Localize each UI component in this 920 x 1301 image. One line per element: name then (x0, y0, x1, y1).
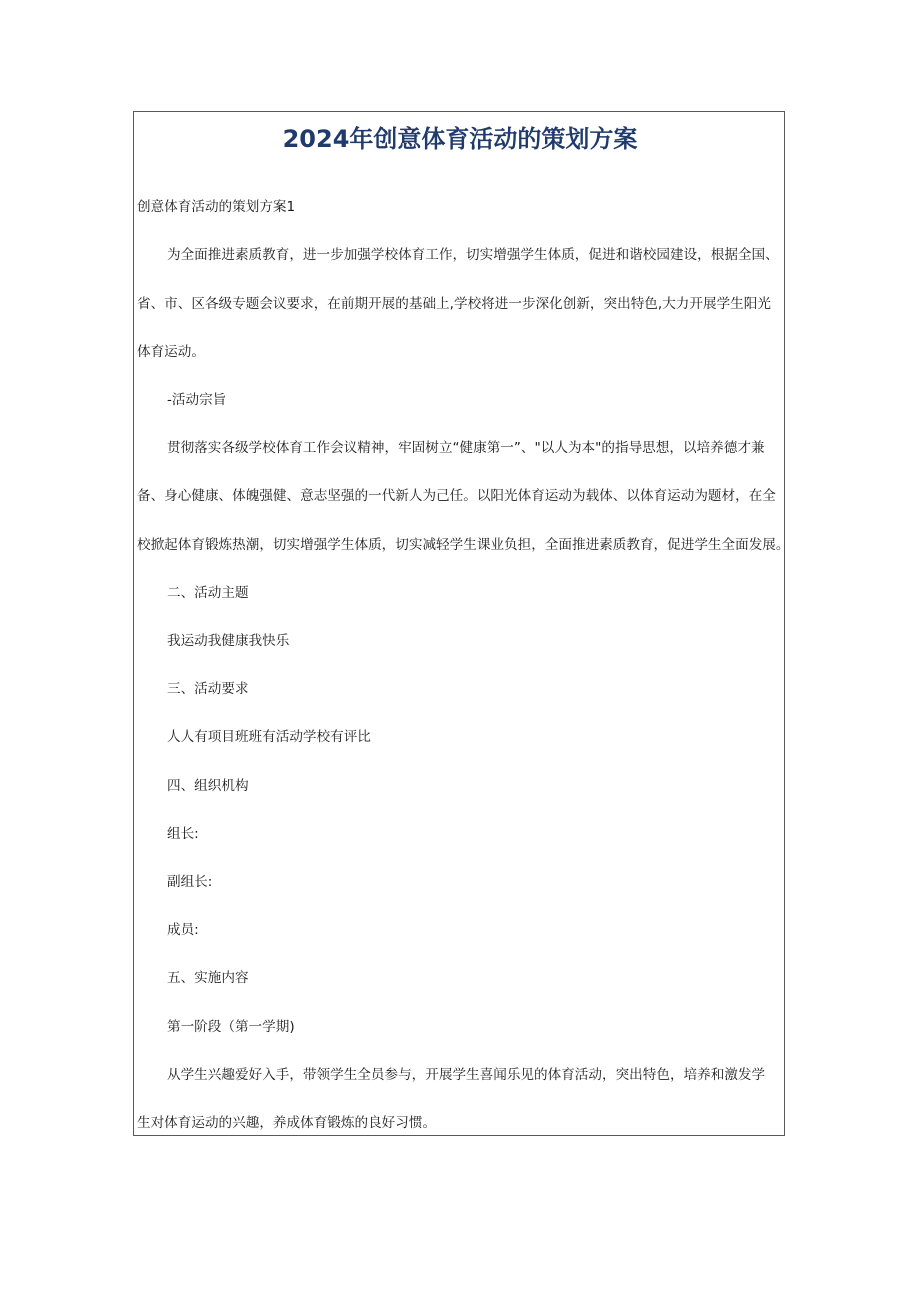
theme-text: 我运动我健康我快乐 (167, 633, 290, 649)
heading-purpose: -活动宗旨 (167, 392, 227, 408)
heading-theme: 二、活动主题 (167, 585, 249, 601)
members-label: 成员: (167, 922, 199, 938)
requirement-text: 人人有项目班班有活动学校有评比 (167, 729, 371, 745)
heading-implementation: 五、实施内容 (167, 970, 249, 986)
intro-line-1: 为全面推进素质教育，进一步加强学校体育工作，切实增强学生体质，促进和谐校园建设，根据全国、 (167, 247, 779, 263)
document-title: 2024年创意体育活动的策划方案 (282, 125, 638, 153)
leader-label: 组长: (167, 826, 199, 842)
heading-requirement: 三、活动要求 (167, 681, 249, 697)
vice-leader-label: 副组长: (167, 874, 213, 890)
stage1-line-2: 生对体育运动的兴趣，养成体育锻炼的良好习惯。 (137, 1115, 437, 1131)
stage1-heading: 第一阶段（第一学期) (167, 1019, 295, 1035)
purpose-line-2: 备、身心健康、体魄强健、意志坚强的一代新人为己任。以阳光体育运动为载体、以体育运动为题材，在全 (137, 488, 776, 504)
intro-line-2: 省、市、区各级专题会议要求，在前期开展的基础上,学校将进一步深化创新，突出特色,大力开展学生阳光 (137, 296, 771, 312)
purpose-line-3: 校掀起体育锻炼热潮，切实增强学生体质，切实减轻学生课业负担，全面推进素质教育，促进学生全面发展。 (137, 537, 790, 553)
intro-line-3: 体育运动。 (137, 344, 205, 360)
section-heading: 创意体育活动的策划方案1 (137, 199, 296, 215)
heading-organization: 四、组织机构 (167, 778, 249, 794)
stage1-line-1: 从学生兴趣爱好入手，带领学生全员参与，开展学生喜闻乐见的体育活动，突出特色，培养和激发学 (167, 1067, 766, 1083)
purpose-line-1: 贯彻落实各级学校体育工作会议精神，牢固树立“健康第一”、"以人为本"的指导思想，以培养德才兼 (167, 440, 765, 456)
